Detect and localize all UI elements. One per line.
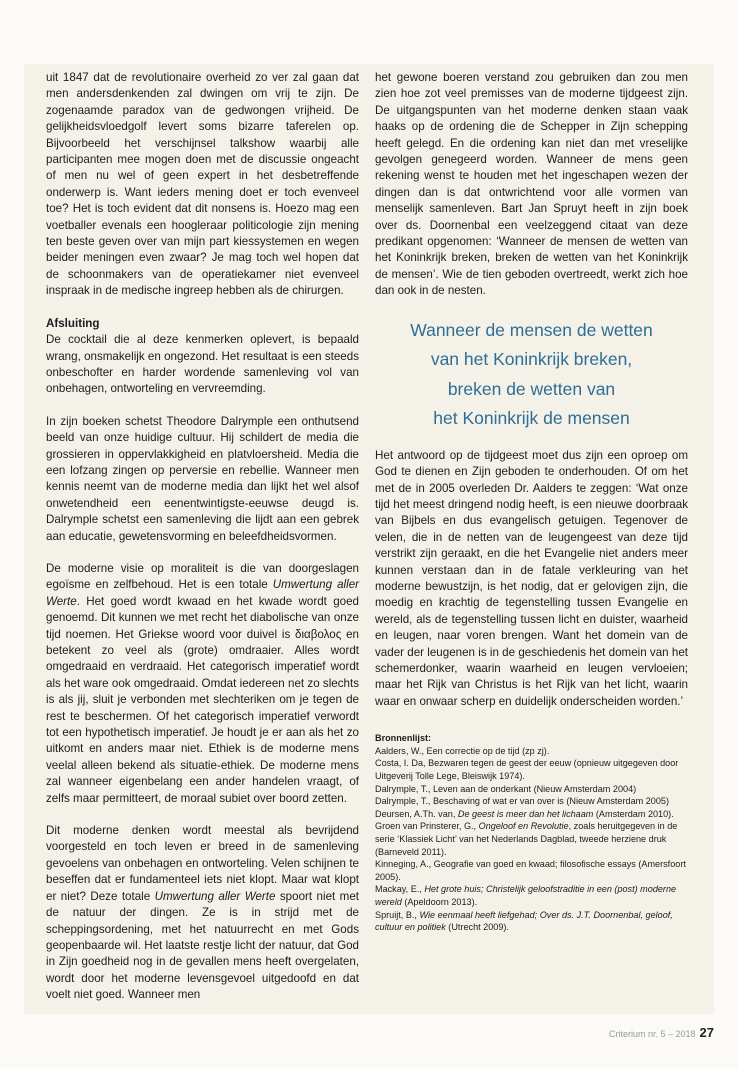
page-footer <box>609 1025 714 1040</box>
paragraph <box>46 823 359 1003</box>
bibliography <box>375 732 688 934</box>
pull-quote <box>375 316 688 434</box>
page-number: 27 <box>699 1025 714 1040</box>
text-run: spoort niet met de natuur der dingen. Ze is in strijd met de scheppingsordening, met het natuurrecht en met Gods geopenbaarde wil. Het laatste restje licht der natuur, dat God in Zijn goedheid nog in de gevallen mens heeft overgelaten, wordt door het moderne levensgevoel uitgedoofd en dat voelt niet goed. Wanneer men <box>46 889 360 1002</box>
italic-term: Umwertung aller Werte <box>46 578 359 608</box>
bibliography-entry: Aalders, W., Een correctie op de tijd (zp zj). <box>375 745 550 756</box>
pull-quote-line: het Koninkrijk de mensen <box>433 408 630 429</box>
journal-name: Criterium nr. 5 – 2018 <box>608 1029 696 1039</box>
paragraph <box>46 561 359 807</box>
paragraph: uit 1847 dat de revolutionaire overheid zo ver zal gaan dat men andersdenkenden zal dwingen om vrij te zijn. De zogenaamde paradox van de gedwongen vrijheid. De gelijkheidsvloedgolf levert soms bizarre taferelen op. Bijvoorbeeld het verschijnsel talkshow waarbij alle participanten mee mogen doen met de discussie ongeacht of men nu wel of geen expert in het desbetreffende onderwerp is. Want ieders mening doet er toch evenveel toe? Het is toch evident dat dit nonsens is. Hoezo mag een voetballer evenals een hoogleraar politicologie zijn mening ten beste geven over van mijn part kiessystemen en wegen beider meningen even zwaar? Je mag toch wel hopen dat de schoonmakers van de operatiekamer niet evenveel inspraak in de medische ingreep hebben als de chirurgen. <box>46 71 359 298</box>
left-column <box>46 70 359 1020</box>
pull-quote-line: van het Koninkrijk breken, <box>430 349 633 370</box>
paragraph: het gewone boeren verstand zou gebruiken dan zou men zien hoe zot veel premisses van de moderne tijdgeest zijn. De uitgangspunten van het moderne denken staan vaak haaks op de ordening die de Schepper in Zijn schepping heeft gelegd. En die ordening kan niet dan met vreselijke gevolgen genegeerd worden. Wanneer de mens geen rekening wenst te houden met het ingeschapen wezen der dingen dan is dat ontwrichtend voor alle vormen van menselijk samenleven. Bart Jan Spruyt heeft in zijn boek over ds. Doornenbal een veelzeggend citaat van deze predikant opgenomen: ‘Wanneer de mensen de wetten van het Koninkrijk breken, breken de wetten van het Koninkrijk de mensen’. Wie de tien geboden overtreedt, werkt zich hoe dan ook in de nesten. <box>375 71 688 298</box>
bibliography-entry: Spruijt, B., Wie eenmaal heeft liefgehad; Over ds. J.T. Doornenbal, geloof, cultuur en politiek (Utrecht 2009). <box>375 909 673 933</box>
bibliography-entry: Dalrymple, T., Leven aan de onderkant (Nieuw Amsterdam 2004) <box>375 783 637 794</box>
right-column <box>375 70 688 934</box>
text-run: De moderne visie op moraliteit is die van doorgeslagen egoïsme en zelfbehoud. Het is een totale <box>46 561 359 592</box>
pull-quote-line: breken de wetten van <box>447 378 616 399</box>
paragraph: In zijn boeken schetst Theodore Dalrymple een onthutsend beeld van onze huidige cultuur. Hij schildert de media die grossieren in oppervlakkigheid en platvloersheid. Media die een lofzang zingen op perversie en rebellie. Wanneer men kennis neemt van de moderne media dan lijkt het wel alsof onwetendheid een eenentwintigste-eeuwse deugd is. Dalrymple schetst een samenleving die lijdt aan een gebrek aan educatie, gewetensvorming en beleefdheidsvormen. <box>46 414 359 543</box>
italic-term: Umwertung aller Werte <box>154 889 276 903</box>
pull-quote-line: Wanneer de mensen de wetten <box>410 319 653 340</box>
bibliography-entry: Costa, I. Da, Bezwaren tegen de geest der eeuw (opnieuw uitgegeven door Uitgeverij Tolle Lege, Bleiswijk 1974). <box>375 758 679 781</box>
bibliography-entry: Dalrymple, T., Beschaving of wat er van over is (Nieuw Amsterdam 2005) <box>375 796 669 807</box>
section-heading: Afsluiting <box>46 316 100 330</box>
paragraph: De cocktail die al deze kenmerken oplevert, is bepaald wrang, onsmakelijk en ongezond. Het resultaat is een steeds onbeschofter en harder wordende samenleving vol van onbehagen, ontworteling en vervreemding. <box>46 333 359 396</box>
bibliography-entry: Kinneging, A., Geografie van goed en kwaad; filosofische essays (Amersfoort 2005). <box>375 859 686 882</box>
text-run: . Het goed wordt kwaad en het kwade wordt goed genoemd. Dit kunnen we met recht het diabolische van onze tijd noemen. Het Griekse woord voor duivel is διαβολος en betekent zo veel als (grote) omdraaier. Alles wordt omgedraaid en verdraaid. Het categorisch imperatief wordt als het ware ook omgedraaid. Omdat iedereen net zo slechts is als jij, sluit je verbonden met slechteriken om je tegen de rest te beschermen. Of het categorisch imperatief verwordt tot een hypothetisch imperatief. Je houdt je er aan als het zo uitkomt en anders maar niet. Ethiek is de moderne mens veelal alleen bekend als situatie-ethiek. De moderne mens zal wanneer eigenbelang een ander handelen vraagt, of zelfs maar permitteert, de moraal subiet over boord zetten. <box>46 594 359 805</box>
paragraph: Het antwoord op de tijdgeest moet dus zijn een oproep om God te dienen en Zijn geboden te onderhouden. Of om het met de in 2005 overleden Dr. Aalders te zeggen: ‘Wat onze tijd het meest dringend nodig heeft, is een nieuwe doorbraak van Bijbels en dus evangelisch getuigen. Tegenover de velen, die in de netten van de leugengeest van deze tijd verstrikt zijn geraakt, en die het Evangelie niet anders meer kunnen verstaan dan in de fatale verkleuring van het moderne bewustzijn, is het nodig, dat er gelovigen zijn, die moedig en krachtig de tegenstelling tussen Evangelie en wereld, als de tegenstelling tussen licht en duister, waarheid en leugen, naar voren brengen. Want het domein van de vader der leugenen is in de geschiedenis het domein van het schemerdonker, waarin waarheid en leugen vervloeien; maar het Rijk van Christus is het Rijk van het licht, waarin waar en onwaar scherp en duidelijk onderscheiden worden.’ <box>375 448 688 708</box>
bibliography-entry: Deursen, A.Th. van, De geest is meer dan het lichaam (Amsterdam 2010). <box>375 808 674 819</box>
bibliography-entry: Groen van Prinsterer, G., Ongeloof en Revolutie, zoals heruitgegeven in de serie ‘Klassiek Licht’ van het Nederlands Dagblad, tweede herziene druk (Barneveld 2011). <box>375 821 678 857</box>
text-run: Dit moderne denken wordt meestal als bevrijdend voorgesteld en toch leven er breed in de samenleving gevoelens van onbehagen en ontworteling. Velen schijnen te beseffen dat er fundamenteel iets niet klopt. Maar wat klopt er niet? Deze totale <box>46 824 359 903</box>
bibliography-entry: Mackay, E., Het grote huis; Christelijk geloofstraditie in een (post) moderne wereld (Apeldoorn 2013). <box>375 884 677 907</box>
bibliography-title: Bronnenlijst: <box>375 733 432 744</box>
